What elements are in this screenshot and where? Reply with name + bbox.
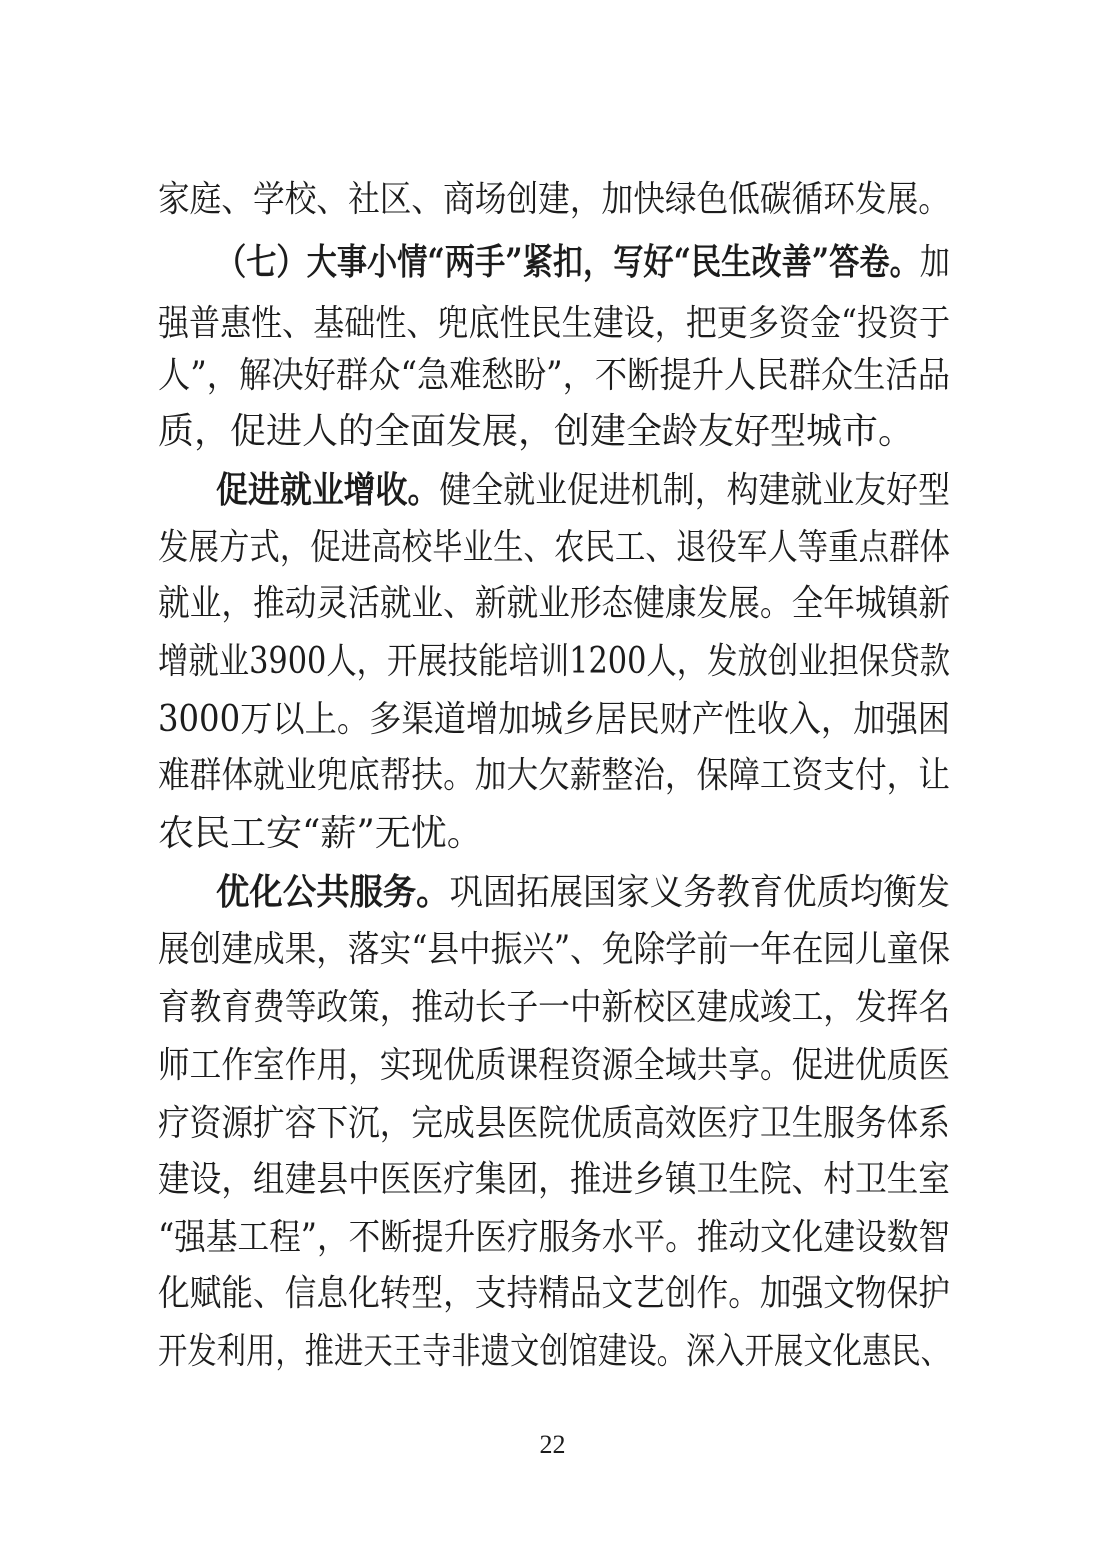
text-line: 发展方式，促进高校毕业生、农民工、退役军人等重点群体 xyxy=(158,527,950,568)
text-line: 疗资源扩容下沉，完成县医院优质高效医疗卫生服务体系 xyxy=(158,1103,950,1144)
text-line: 农民工安“薪”无忧。 xyxy=(158,813,483,854)
text-line: “强基工程”，不断提升医疗服务水平。推动文化建设数智 xyxy=(158,1217,950,1258)
subsection-heading: 优化公共服务。 xyxy=(216,871,450,913)
text-line: 育教育费等政策，推动长子一中新校区建成竣工，发挥名 xyxy=(158,987,950,1028)
text-line: 化赋能、信息化转型，支持精品文艺创作。加强文物保护 xyxy=(158,1273,950,1314)
text-line: 家庭、学校、社区、商场创建，加快绿色低碳循环发展。 xyxy=(158,179,950,220)
text-line: 师工作室作用，实现优质课程资源全域共享。促进优质医 xyxy=(158,1045,950,1086)
text-line: 开发利用，推进天王寺非遗文创馆建设。深入开展文化惠民、 xyxy=(158,1331,950,1372)
text-line: 建设，组建县中医医疗集团，推进乡镇卫生院、村卫生室 xyxy=(158,1159,950,1200)
page-number: 22 xyxy=(539,1430,566,1459)
text-line: 质，促进人的全面发展，创建全龄友好型城市。 xyxy=(158,411,915,452)
subsection-heading-line: 优化公共服务。巩固拓展国家义务教育优质均衡发 xyxy=(216,871,950,913)
text-line: 3000万以上。多渠道增加城乡居民财产性收入，加强困 xyxy=(158,699,950,740)
text-line: 展创建成果，落实“县中振兴”、免除学前一年在园儿童保 xyxy=(158,929,950,970)
subsection-heading: 促进就业增收。 xyxy=(216,469,440,511)
text-line: 人”，解决好群众“急难愁盼”，不断提升人民群众生活品 xyxy=(158,355,950,396)
text-line: 强普惠性、基础性、兜底性民生建设，把更多资金“投资于 xyxy=(158,303,950,344)
section-heading: （七）大事小情“两手”紧扣，写好“民生改善”答卷。 xyxy=(216,241,920,283)
text-line: 难群体就业兜底帮扶。加大欠薪整治，保障工资支付，让 xyxy=(158,755,950,796)
text-line: 增就业3900人，开展技能培训1200人，发放创业担保贷款 xyxy=(158,641,950,682)
subsection-heading-line: 促进就业增收。健全就业促进机制，构建就业友好型 xyxy=(216,469,950,511)
text-line: 就业，推动灵活就业、新就业形态健康发展。全年城镇新 xyxy=(158,583,950,624)
section-heading-line: （七）大事小情“两手”紧扣，写好“民生改善”答卷。加 xyxy=(216,241,950,283)
